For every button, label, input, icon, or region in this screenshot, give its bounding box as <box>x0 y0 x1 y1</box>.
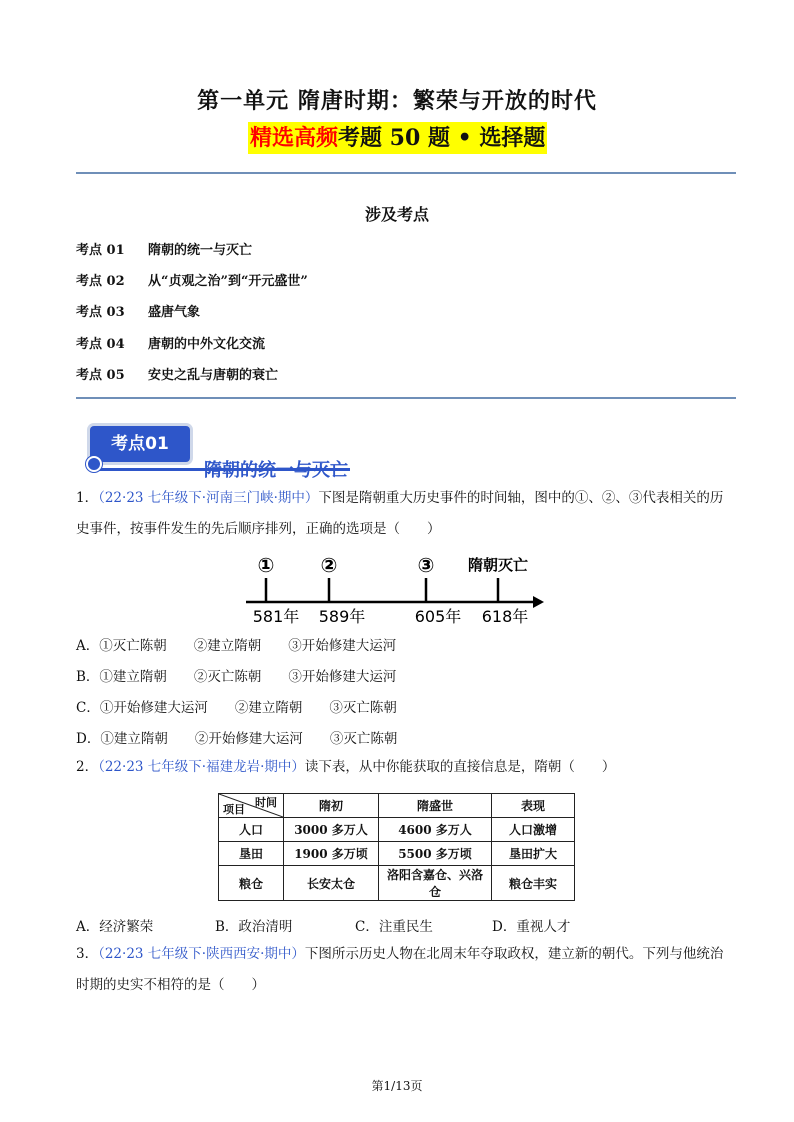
table-cell: 3000 多万人 <box>284 818 379 842</box>
question-text: 读下表，从中你能获取的直接信息是，隋朝（ ） <box>304 759 616 775</box>
topic-label: 考点 02 <box>76 274 125 289</box>
option-a[interactable]: A．①灭亡陈朝 ②建立隋朝 ③开始修建大运河 <box>76 638 397 654</box>
question-text: 下图是隋朝重大历史事件的时间轴，图中的①、②、③代表相关的历史事件，按事件发生的先后顺序排列，正确的选项是（ ） <box>76 490 724 537</box>
option-c[interactable]: C．①开始修建大运河 ②建立隋朝 ③灭亡陈朝 <box>76 700 397 716</box>
subtitle-highlight: 精选高频 <box>250 125 339 151</box>
table-header: 隋初 <box>284 794 379 818</box>
timeline-year: 605年 <box>414 607 462 626</box>
timeline-marker: 隋朝灭亡 <box>467 556 529 574</box>
table-cell: 粮仓丰实 <box>492 866 575 901</box>
page-subtitle <box>248 122 547 154</box>
timeline-year: 581年 <box>252 607 300 626</box>
topic-label: 考点 03 <box>76 305 125 320</box>
table-cell: 人口激增 <box>492 818 575 842</box>
question-source: （22·23 七年级下·陕西西安·期中） <box>98 946 305 962</box>
table-cell: 5500 多万顷 <box>379 842 492 866</box>
corner-top-label: 时间 <box>255 796 277 809</box>
data-table <box>218 793 575 901</box>
timeline-marker: ③ <box>417 553 435 577</box>
topic-item <box>76 239 252 258</box>
option-a[interactable]: A．经济繁荣 <box>76 919 154 935</box>
timeline-marker: ① <box>257 553 275 577</box>
question-3 <box>76 939 736 1001</box>
table-row <box>219 866 575 901</box>
topic-item <box>76 364 278 383</box>
table-row <box>219 818 575 842</box>
topic-text: 唐朝的中外文化交流 <box>148 337 266 352</box>
corner-bottom-label: 项目 <box>223 803 245 816</box>
table-cell: 垦田 <box>219 842 284 866</box>
topics-heading: 涉及考点 <box>364 205 429 224</box>
table-cell: 洛阳含嘉仓、兴洛仓 <box>379 866 492 901</box>
topic-item <box>76 333 265 352</box>
topic-text: 隋朝的统一与灭亡 <box>148 243 253 258</box>
table-header: 隋盛世 <box>379 794 492 818</box>
timeline-year: 589年 <box>318 607 366 626</box>
subtitle-rest: 考题 50 题 • 选择题 <box>338 125 546 151</box>
topic-label: 考点 05 <box>76 368 125 383</box>
table-cell: 垦田扩大 <box>492 842 575 866</box>
topic-item <box>76 301 200 320</box>
table-header-row <box>219 794 575 818</box>
option-c[interactable]: C．注重民生 <box>355 919 433 935</box>
divider-topics <box>76 397 736 399</box>
table-corner-cell <box>219 794 284 818</box>
timeline-diagram <box>240 548 550 626</box>
timeline-year: 618年 <box>481 607 529 626</box>
topic-text: 从“贞观之治”到“开元盛世” <box>148 274 308 289</box>
topic-label: 考点 01 <box>76 243 125 258</box>
table-cell: 4600 多万人 <box>379 818 492 842</box>
question-source: （22·23 七年级下·福建龙岩·期中） <box>98 759 305 775</box>
question-number: 1． <box>76 490 99 506</box>
question-1 <box>76 483 736 545</box>
topic-text: 安史之乱与唐朝的衰亡 <box>148 368 279 383</box>
option-d[interactable]: D．①建立隋朝 ②开始修建大运河 ③灭亡陈朝 <box>76 731 398 747</box>
section-badge-label: 考点01 <box>111 434 169 454</box>
question-source: （22·23 七年级下·河南三门峡·期中） <box>98 490 319 506</box>
arrow-icon <box>533 596 544 608</box>
topic-text: 盛唐气象 <box>148 305 201 320</box>
question-text: 下图所示历史人物在北周末年夺取政权，建立新的朝代。下列与他统治时期的史实不相符的是（ ） <box>76 946 724 993</box>
option-d[interactable]: D．重视人才 <box>492 919 571 935</box>
question-number: 3． <box>76 946 99 962</box>
question-number: 2． <box>76 759 99 775</box>
timeline-marker: ② <box>320 553 338 577</box>
topic-label: 考点 04 <box>76 337 125 352</box>
divider-top <box>76 172 736 174</box>
table-cell: 长安太仓 <box>284 866 379 901</box>
table-row <box>219 842 575 866</box>
page-number: 第1/13页 <box>371 1079 423 1093</box>
question-2 <box>76 752 736 783</box>
topic-item <box>76 270 308 289</box>
option-b[interactable]: B．①建立隋朝 ②灭亡陈朝 ③开始修建大运河 <box>76 669 397 685</box>
table-cell: 1900 多万顷 <box>284 842 379 866</box>
option-b[interactable]: B．政治清明 <box>215 919 293 935</box>
badge-dot-icon <box>86 456 102 472</box>
table-cell: 粮仓 <box>219 866 284 901</box>
table-header: 表现 <box>492 794 575 818</box>
table-cell: 人口 <box>219 818 284 842</box>
section-title: 隋朝的统一与灭亡 <box>204 460 348 481</box>
page-title: 第一单元 隋唐时期：繁荣与开放的时代 <box>197 89 597 114</box>
